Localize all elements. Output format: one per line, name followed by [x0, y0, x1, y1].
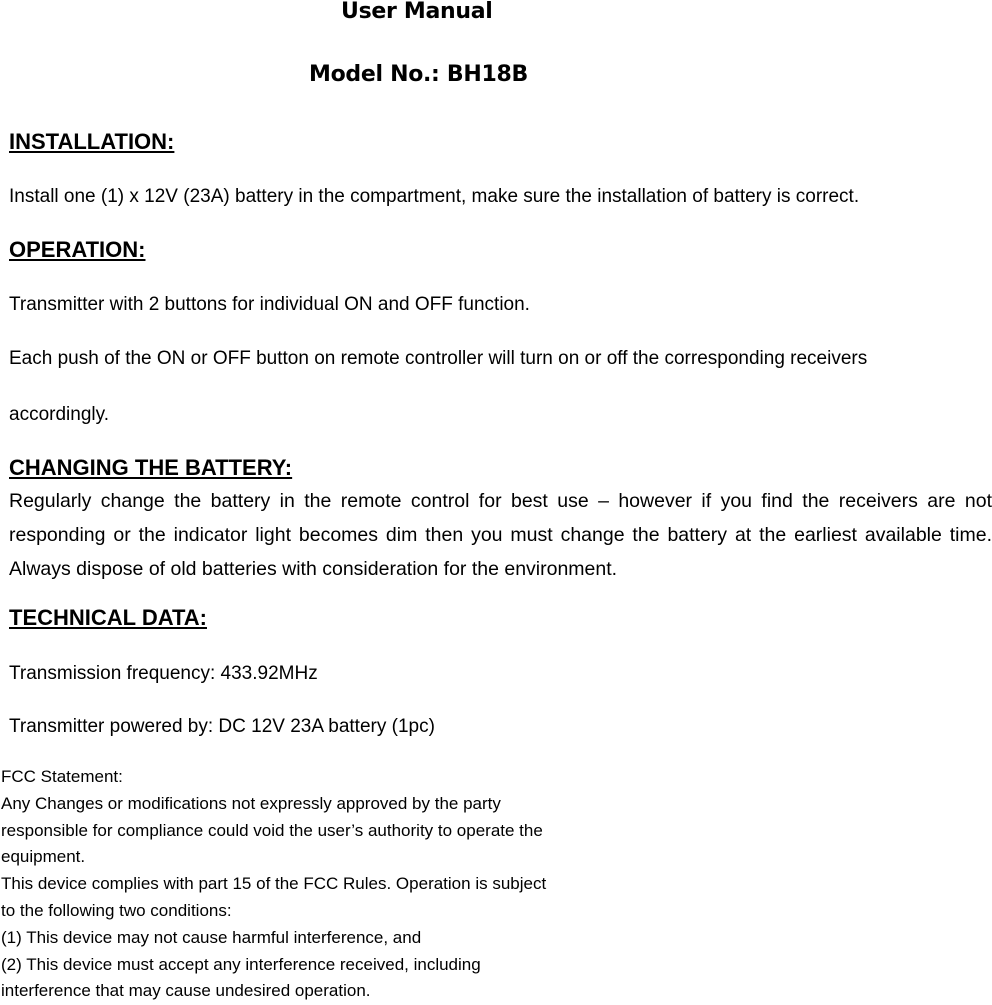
document-title: User Manual: [341, 0, 493, 24]
fcc-line: to the following two conditions:: [1, 900, 232, 920]
battery-heading: CHANGING THE BATTERY:: [9, 455, 293, 480]
installation-text: Install one (1) x 12V (23A) battery in the compartment, make sure the installation of battery is correct.: [9, 186, 860, 207]
fcc-line: responsible for compliance could void the user’s authority to operate the: [1, 820, 543, 840]
installation-heading: INSTALLATION:: [9, 129, 175, 154]
operation-line-2: Each push of the ON or OFF button on remote controller will turn on or off the corresponding receivers: [9, 348, 868, 369]
operation-line-3: accordingly.: [9, 404, 109, 425]
technical-frequency: Transmission frequency: 433.92MHz: [9, 663, 318, 684]
fcc-line: interference that may cause undesired operation.: [1, 981, 371, 1001]
fcc-line: This device complies with part 15 of the FCC Rules. Operation is subject: [1, 874, 547, 894]
technical-power: Transmitter powered by: DC 12V 23A battery (1pc): [9, 716, 435, 737]
battery-text: Regularly change the battery in the remote control for best use – however if you find the receivers are not responding or the indicator light becomes dim then you must change the battery at the earliest available time. Always dispose of old batteries with consideration for the environment.: [9, 490, 992, 580]
operation-heading: OPERATION:: [9, 237, 146, 262]
model-number: Model No.: BH18B: [309, 62, 528, 87]
fcc-line: Any Changes or modifications not expressly approved by the party: [1, 793, 501, 813]
operation-line-1: Transmitter with 2 buttons for individual ON and OFF function.: [9, 294, 530, 315]
fcc-line: equipment.: [1, 847, 86, 867]
fcc-line: (1) This device may not cause harmful interference, and: [1, 927, 422, 947]
fcc-statement: [1, 764, 681, 1005]
fcc-line: (2) This device must accept any interference received, including: [1, 954, 481, 974]
technical-heading: TECHNICAL DATA:: [9, 605, 207, 630]
fcc-line: FCC Statement:: [1, 767, 123, 786]
